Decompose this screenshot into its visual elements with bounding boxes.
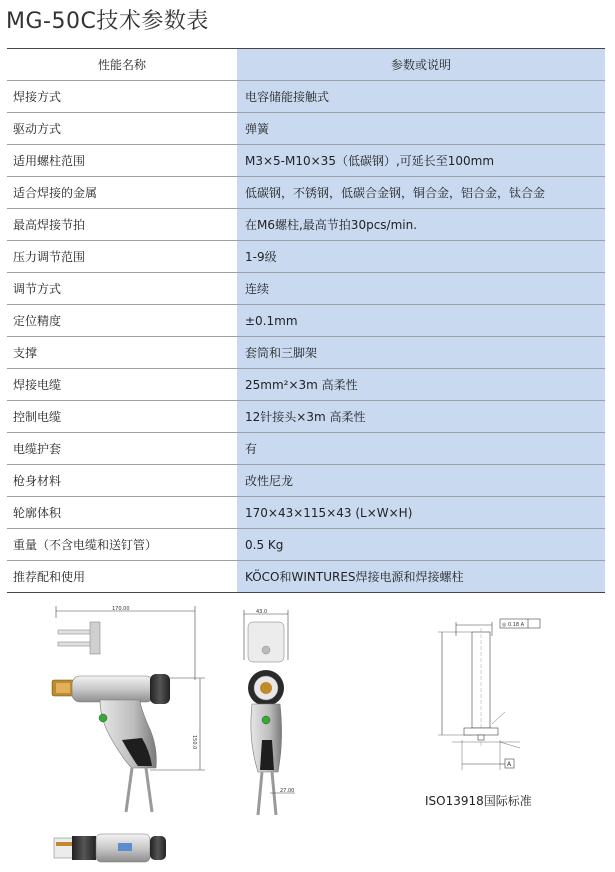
iso-stud-drawing <box>438 619 540 770</box>
row-value: 改性尼龙 <box>237 465 605 497</box>
row-label: 轮廓体积 <box>7 497 237 529</box>
front-dim-bottom-label: 27.00 <box>280 788 295 794</box>
table-row <box>7 305 605 337</box>
table-row <box>7 209 605 241</box>
side-dim-width-label: 170.00 <box>112 606 130 612</box>
spec-table <box>7 48 605 593</box>
row-value: 170×43×115×43 (L×W×H) <box>237 497 605 529</box>
row-value: 弹簧 <box>237 113 605 145</box>
row-value: 12针接头×3m 高柔性 <box>237 401 605 433</box>
row-label: 焊接方式 <box>7 81 237 113</box>
row-label: 焊接电缆 <box>7 369 237 401</box>
row-value: 套筒和三脚架 <box>237 337 605 369</box>
side-view-drawing <box>52 606 205 812</box>
technical-drawings <box>0 600 615 872</box>
header-value: 参数或说明 <box>237 49 605 81</box>
table-row <box>7 529 605 561</box>
row-label: 压力调节范围 <box>7 241 237 273</box>
row-label: 枪身材料 <box>7 465 237 497</box>
row-label: 支撑 <box>7 337 237 369</box>
row-value: 在M6螺柱,最高节拍30pcs/min. <box>237 209 605 241</box>
row-label: 适用螺柱范围 <box>7 145 237 177</box>
row-label: 定位精度 <box>7 305 237 337</box>
table-row <box>7 81 605 113</box>
row-value: 电容储能接触式 <box>237 81 605 113</box>
page-title: MG-50C技术参数表 <box>6 9 209 34</box>
table-row <box>7 241 605 273</box>
row-value: M3×5-M10×35（低碳钢）,可延长至100mm <box>237 145 605 177</box>
front-dim-width-label: 43.0 <box>256 609 268 615</box>
row-label: 驱动方式 <box>7 113 237 145</box>
table-row <box>7 497 605 529</box>
table-row <box>7 177 605 209</box>
row-label: 推荐配和使用 <box>7 561 237 593</box>
iso-datum-label: A <box>507 761 512 768</box>
table-row <box>7 273 605 305</box>
table-row <box>7 465 605 497</box>
table-row <box>7 145 605 177</box>
row-label: 适合焊接的金属 <box>7 177 237 209</box>
row-value: KÖCO和WINTURES焊接电源和焊接螺柱 <box>237 561 605 593</box>
row-label: 重量（不含电缆和送钉管） <box>7 529 237 561</box>
row-value: 低碳钢，不锈钢，低碳合金钢，铜合金，铝合金，钛合金 <box>237 177 605 209</box>
side-dim-height-label: 150.0 <box>191 735 197 750</box>
table-header-row <box>7 49 605 81</box>
table-row <box>7 113 605 145</box>
iso-caption: ISO13918国际标准 <box>425 794 532 808</box>
table-row <box>7 401 605 433</box>
row-value: 1-9级 <box>237 241 605 273</box>
table-row <box>7 561 605 593</box>
bottom-view-drawing <box>54 834 166 862</box>
row-label: 电缆护套 <box>7 433 237 465</box>
row-value: 有 <box>237 433 605 465</box>
iso-tolerance-label: ◎ 0.18 A <box>502 622 525 628</box>
row-label: 调节方式 <box>7 273 237 305</box>
row-value: 0.5 Kg <box>237 529 605 561</box>
table-row <box>7 369 605 401</box>
row-label: 控制电缆 <box>7 401 237 433</box>
front-view-drawing <box>244 609 295 815</box>
row-value: 25mm²×3m 高柔性 <box>237 369 605 401</box>
row-value: ±0.1mm <box>237 305 605 337</box>
row-label: 最高焊接节拍 <box>7 209 237 241</box>
table-row <box>7 433 605 465</box>
table-row <box>7 337 605 369</box>
header-name: 性能名称 <box>7 49 237 81</box>
row-value: 连续 <box>237 273 605 305</box>
